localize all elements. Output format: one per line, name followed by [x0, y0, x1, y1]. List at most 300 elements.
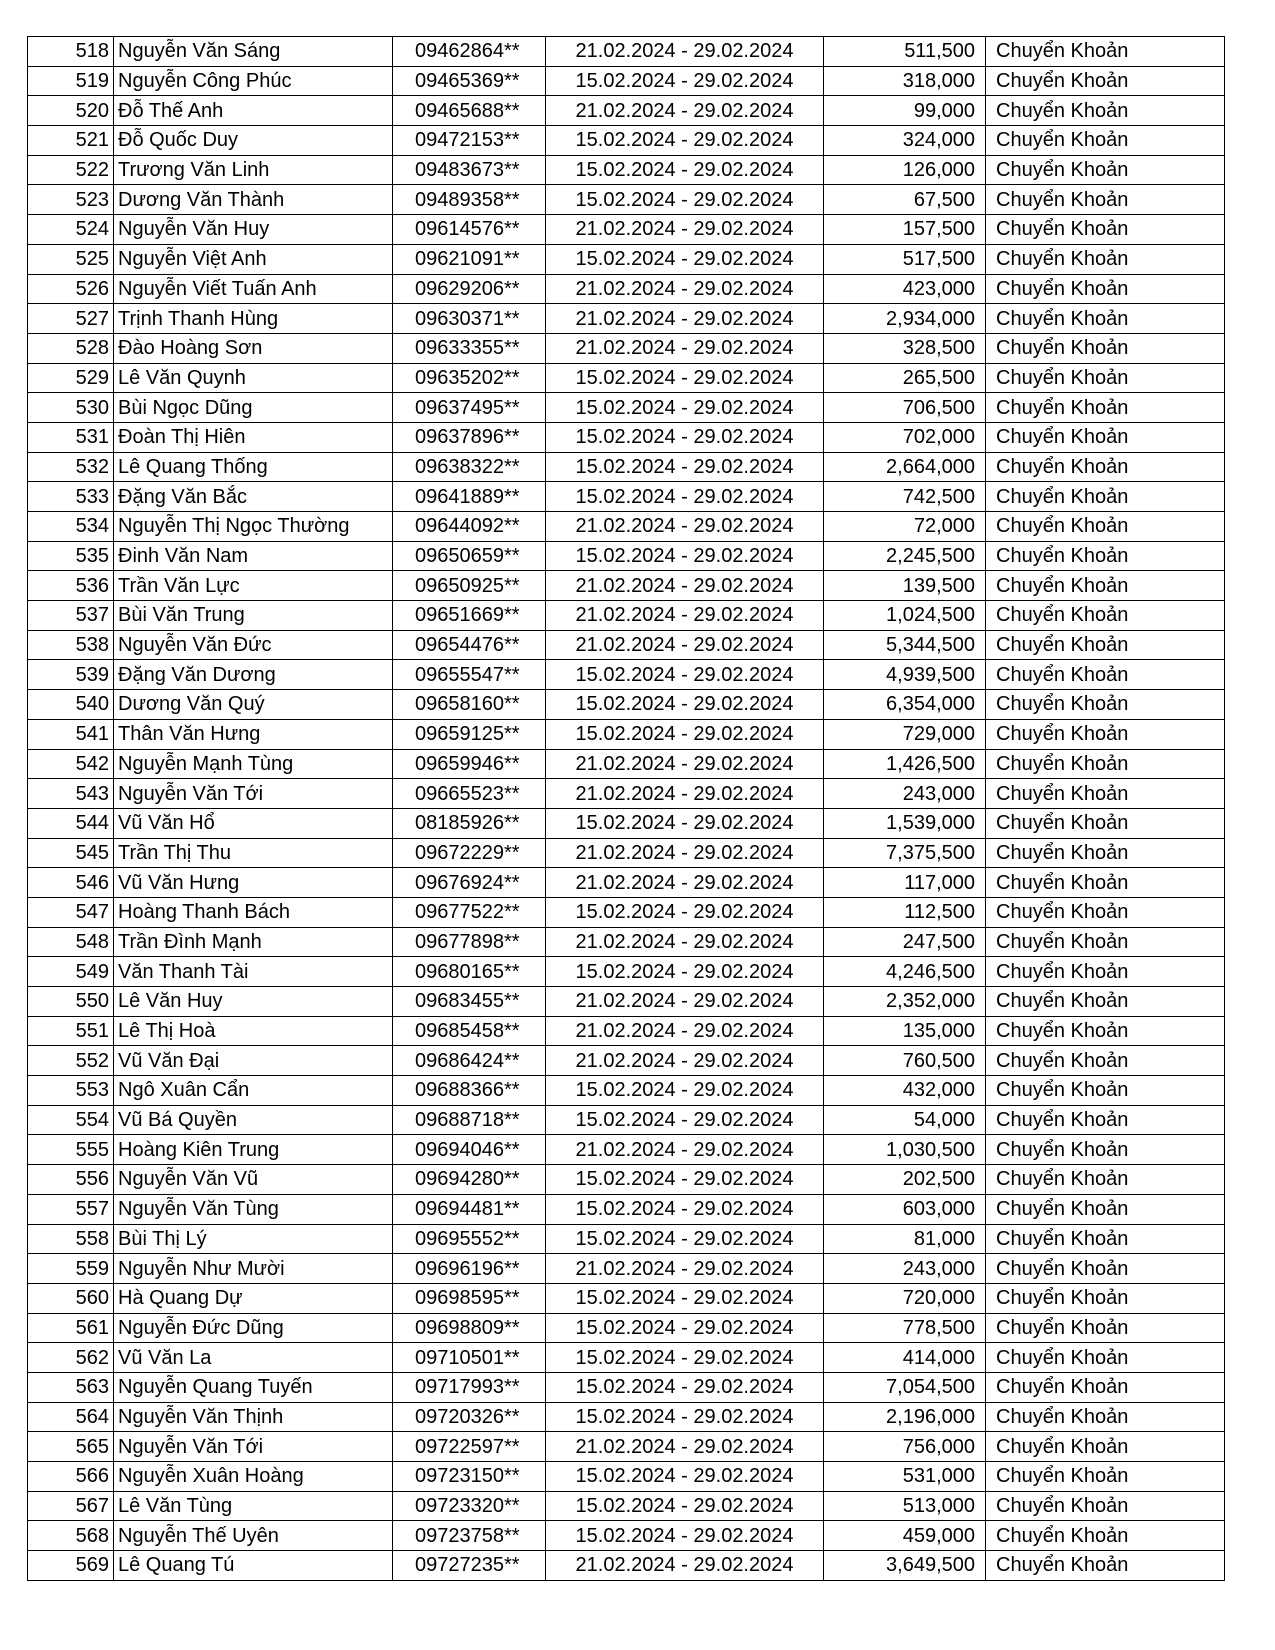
recipient-name: Hoàng Thanh Bách: [114, 897, 393, 927]
recipient-name: Thân Văn Hưng: [114, 719, 393, 749]
payment-method: Chuyển Khoản: [986, 868, 1225, 898]
payment-method: Chuyển Khoản: [986, 1076, 1225, 1106]
payment-method: Chuyển Khoản: [986, 927, 1225, 957]
payment-period: 15.02.2024 - 29.02.2024: [546, 66, 824, 96]
phone-number: 09676924**: [393, 868, 546, 898]
table-row: [28, 274, 1225, 304]
phone-number: 09694481**: [393, 1194, 546, 1224]
table-row: [28, 957, 1225, 987]
table-row: [28, 1224, 1225, 1254]
payment-period: 15.02.2024 - 29.02.2024: [546, 126, 824, 156]
row-number: 546: [28, 868, 114, 898]
table-row: [28, 1283, 1225, 1313]
payment-method: Chuyển Khoản: [986, 155, 1225, 185]
table-row: [28, 690, 1225, 720]
row-number: 557: [28, 1194, 114, 1224]
payment-method: Chuyển Khoản: [986, 897, 1225, 927]
recipient-name: Đào Hoàng Sơn: [114, 333, 393, 363]
payment-method: Chuyển Khoản: [986, 1283, 1225, 1313]
recipient-name: Nguyễn Văn Huy: [114, 215, 393, 245]
phone-number: 09672229**: [393, 838, 546, 868]
row-number: 520: [28, 96, 114, 126]
table-row: [28, 1432, 1225, 1462]
payment-period: 15.02.2024 - 29.02.2024: [546, 1076, 824, 1106]
payment-period: 21.02.2024 - 29.02.2024: [546, 274, 824, 304]
recipient-name: Vũ Văn La: [114, 1343, 393, 1373]
row-number: 537: [28, 601, 114, 631]
payment-period: 15.02.2024 - 29.02.2024: [546, 1372, 824, 1402]
row-number: 559: [28, 1254, 114, 1284]
recipient-name: Lê Văn Huy: [114, 987, 393, 1017]
payment-amount: 1,030,500: [824, 1135, 986, 1165]
payment-amount: 243,000: [824, 1254, 986, 1284]
payment-period: 15.02.2024 - 29.02.2024: [546, 660, 824, 690]
payment-period: 21.02.2024 - 29.02.2024: [546, 1551, 824, 1581]
row-number: 523: [28, 185, 114, 215]
recipient-name: Vũ Văn Hưng: [114, 868, 393, 898]
recipient-name: Nguyễn Văn Đức: [114, 630, 393, 660]
payment-table: [27, 36, 1225, 1581]
row-number: 568: [28, 1521, 114, 1551]
phone-number: 09614576**: [393, 215, 546, 245]
recipient-name: Trần Đình Mạnh: [114, 927, 393, 957]
payment-period: 15.02.2024 - 29.02.2024: [546, 1313, 824, 1343]
payment-period: 15.02.2024 - 29.02.2024: [546, 541, 824, 571]
payment-amount: 756,000: [824, 1432, 986, 1462]
row-number: 533: [28, 482, 114, 512]
payment-amount: 423,000: [824, 274, 986, 304]
payment-period: 21.02.2024 - 29.02.2024: [546, 630, 824, 660]
row-number: 538: [28, 630, 114, 660]
payment-period: 15.02.2024 - 29.02.2024: [546, 1343, 824, 1373]
payment-method: Chuyển Khoản: [986, 601, 1225, 631]
payment-amount: 720,000: [824, 1283, 986, 1313]
payment-method: Chuyển Khoản: [986, 274, 1225, 304]
recipient-name: Đặng Văn Bắc: [114, 482, 393, 512]
payment-method: Chuyển Khoản: [986, 630, 1225, 660]
payment-method: Chuyển Khoản: [986, 1105, 1225, 1135]
phone-number: 09472153**: [393, 126, 546, 156]
phone-number: 09651669**: [393, 601, 546, 631]
payment-period: 15.02.2024 - 29.02.2024: [546, 1462, 824, 1492]
row-number: 548: [28, 927, 114, 957]
payment-method: Chuyển Khoản: [986, 126, 1225, 156]
row-number: 555: [28, 1135, 114, 1165]
payment-method: Chuyển Khoản: [986, 452, 1225, 482]
recipient-name: Dương Văn Thành: [114, 185, 393, 215]
recipient-name: Trương Văn Linh: [114, 155, 393, 185]
phone-number: 09489358**: [393, 185, 546, 215]
payment-method: Chuyển Khoản: [986, 1402, 1225, 1432]
row-number: 534: [28, 512, 114, 542]
phone-number: 09723320**: [393, 1491, 546, 1521]
payment-period: 15.02.2024 - 29.02.2024: [546, 155, 824, 185]
row-number: 539: [28, 660, 114, 690]
row-number: 552: [28, 1046, 114, 1076]
recipient-name: Vũ Bá Quyền: [114, 1105, 393, 1135]
phone-number: 09698809**: [393, 1313, 546, 1343]
payment-period: 21.02.2024 - 29.02.2024: [546, 333, 824, 363]
table-row: [28, 1254, 1225, 1284]
table-row: [28, 1551, 1225, 1581]
phone-number: 09665523**: [393, 779, 546, 809]
payment-amount: 729,000: [824, 719, 986, 749]
phone-number: 09658160**: [393, 690, 546, 720]
table-row: [28, 571, 1225, 601]
row-number: 561: [28, 1313, 114, 1343]
payment-method: Chuyển Khoản: [986, 304, 1225, 334]
row-number: 536: [28, 571, 114, 601]
payment-period: 15.02.2024 - 29.02.2024: [546, 690, 824, 720]
recipient-name: Bùi Ngọc Dũng: [114, 393, 393, 423]
payment-amount: 3,649,500: [824, 1551, 986, 1581]
payment-method: Chuyển Khoản: [986, 541, 1225, 571]
row-number: 529: [28, 363, 114, 393]
table-row: [28, 541, 1225, 571]
payment-method: Chuyển Khoản: [986, 215, 1225, 245]
row-number: 540: [28, 690, 114, 720]
phone-number: 09720326**: [393, 1402, 546, 1432]
recipient-name: Lê Quang Tú: [114, 1551, 393, 1581]
payment-method: Chuyển Khoản: [986, 719, 1225, 749]
payment-method: Chuyển Khoản: [986, 1343, 1225, 1373]
payment-amount: 7,054,500: [824, 1372, 986, 1402]
phone-number: 09685458**: [393, 1016, 546, 1046]
table-row: [28, 1105, 1225, 1135]
table-row: [28, 897, 1225, 927]
recipient-name: Hà Quang Dự: [114, 1283, 393, 1313]
phone-number: 09659946**: [393, 749, 546, 779]
row-number: 519: [28, 66, 114, 96]
phone-number: 09638322**: [393, 452, 546, 482]
payment-amount: 328,500: [824, 333, 986, 363]
table-row: [28, 1046, 1225, 1076]
payment-amount: 117,000: [824, 868, 986, 898]
payment-period: 15.02.2024 - 29.02.2024: [546, 719, 824, 749]
row-number: 530: [28, 393, 114, 423]
recipient-name: Bùi Thị Lý: [114, 1224, 393, 1254]
table-row: [28, 37, 1225, 67]
payment-method: Chuyển Khoản: [986, 1432, 1225, 1462]
payment-method: Chuyển Khoản: [986, 1491, 1225, 1521]
table-row: [28, 304, 1225, 334]
payment-method: Chuyển Khoản: [986, 1462, 1225, 1492]
payment-amount: 778,500: [824, 1313, 986, 1343]
recipient-name: Nguyễn Văn Vũ: [114, 1165, 393, 1195]
row-number: 527: [28, 304, 114, 334]
payment-period: 21.02.2024 - 29.02.2024: [546, 512, 824, 542]
payment-method: Chuyển Khoản: [986, 1313, 1225, 1343]
recipient-name: Nguyễn Đức Dũng: [114, 1313, 393, 1343]
payment-period: 15.02.2024 - 29.02.2024: [546, 1105, 824, 1135]
table-row: [28, 1076, 1225, 1106]
phone-number: 09695552**: [393, 1224, 546, 1254]
table-row: [28, 987, 1225, 1017]
payment-amount: 4,246,500: [824, 957, 986, 987]
row-number: 560: [28, 1283, 114, 1313]
payment-period: 21.02.2024 - 29.02.2024: [546, 601, 824, 631]
payment-period: 21.02.2024 - 29.02.2024: [546, 749, 824, 779]
table-row: [28, 393, 1225, 423]
payment-amount: 54,000: [824, 1105, 986, 1135]
phone-number: 09723758**: [393, 1521, 546, 1551]
payment-amount: 702,000: [824, 422, 986, 452]
row-number: 521: [28, 126, 114, 156]
table-row: [28, 927, 1225, 957]
payment-method: Chuyển Khoản: [986, 690, 1225, 720]
payment-amount: 99,000: [824, 96, 986, 126]
payment-amount: 513,000: [824, 1491, 986, 1521]
payment-amount: 1,426,500: [824, 749, 986, 779]
recipient-name: Đặng Văn Dương: [114, 660, 393, 690]
phone-number: 09654476**: [393, 630, 546, 660]
phone-number: 09680165**: [393, 957, 546, 987]
phone-number: 09722597**: [393, 1432, 546, 1462]
payment-method: Chuyển Khoản: [986, 96, 1225, 126]
payment-amount: 414,000: [824, 1343, 986, 1373]
payment-method: Chuyển Khoản: [986, 363, 1225, 393]
payment-amount: 517,500: [824, 244, 986, 274]
payment-method: Chuyển Khoản: [986, 571, 1225, 601]
phone-number: 09694046**: [393, 1135, 546, 1165]
payment-amount: 603,000: [824, 1194, 986, 1224]
row-number: 562: [28, 1343, 114, 1373]
phone-number: 09621091**: [393, 244, 546, 274]
phone-number: 09650659**: [393, 541, 546, 571]
table-row: [28, 1313, 1225, 1343]
recipient-name: Lê Quang Thống: [114, 452, 393, 482]
payment-amount: 7,375,500: [824, 838, 986, 868]
payment-method: Chuyển Khoản: [986, 1135, 1225, 1165]
recipient-name: Nguyễn Văn Tùng: [114, 1194, 393, 1224]
recipient-name: Nguyễn Văn Tới: [114, 779, 393, 809]
payment-period: 21.02.2024 - 29.02.2024: [546, 96, 824, 126]
row-number: 544: [28, 808, 114, 838]
payment-method: Chuyển Khoản: [986, 1165, 1225, 1195]
recipient-name: Lê Thị Hoà: [114, 1016, 393, 1046]
table-row: [28, 96, 1225, 126]
payment-method: Chuyển Khoản: [986, 1016, 1225, 1046]
row-number: 525: [28, 244, 114, 274]
payment-period: 15.02.2024 - 29.02.2024: [546, 482, 824, 512]
payment-amount: 318,000: [824, 66, 986, 96]
payment-method: Chuyển Khoản: [986, 244, 1225, 274]
table-row: [28, 838, 1225, 868]
table-row: [28, 779, 1225, 809]
row-number: 565: [28, 1432, 114, 1462]
recipient-name: Nguyễn Công Phúc: [114, 66, 393, 96]
table-row: [28, 1194, 1225, 1224]
phone-number: 09633355**: [393, 333, 546, 363]
payment-method: Chuyển Khoản: [986, 1194, 1225, 1224]
phone-number: 09637495**: [393, 393, 546, 423]
payment-amount: 531,000: [824, 1462, 986, 1492]
recipient-name: Đỗ Thế Anh: [114, 96, 393, 126]
payment-method: Chuyển Khoản: [986, 1372, 1225, 1402]
table-row: [28, 1521, 1225, 1551]
phone-number: 09462864**: [393, 37, 546, 67]
payment-amount: 157,500: [824, 215, 986, 245]
row-number: 541: [28, 719, 114, 749]
payment-amount: 81,000: [824, 1224, 986, 1254]
payment-period: 15.02.2024 - 29.02.2024: [546, 244, 824, 274]
payment-method: Chuyển Khoản: [986, 333, 1225, 363]
row-number: 543: [28, 779, 114, 809]
payment-period: 15.02.2024 - 29.02.2024: [546, 363, 824, 393]
payment-period: 15.02.2024 - 29.02.2024: [546, 1224, 824, 1254]
row-number: 528: [28, 333, 114, 363]
payment-period: 21.02.2024 - 29.02.2024: [546, 1254, 824, 1284]
row-number: 569: [28, 1551, 114, 1581]
table-row: [28, 1462, 1225, 1492]
payment-method: Chuyển Khoản: [986, 957, 1225, 987]
phone-number: 09710501**: [393, 1343, 546, 1373]
table-row: [28, 66, 1225, 96]
recipient-name: Nguyễn Văn Tới: [114, 1432, 393, 1462]
table-body: [28, 37, 1225, 1581]
payment-amount: 2,352,000: [824, 987, 986, 1017]
phone-number: 09637896**: [393, 422, 546, 452]
payment-method: Chuyển Khoản: [986, 808, 1225, 838]
recipient-name: Nguyễn Thế Uyên: [114, 1521, 393, 1551]
table-row: [28, 1016, 1225, 1046]
payment-method: Chuyển Khoản: [986, 749, 1225, 779]
payment-amount: 1,539,000: [824, 808, 986, 838]
payment-period: 15.02.2024 - 29.02.2024: [546, 1491, 824, 1521]
phone-number: 09659125**: [393, 719, 546, 749]
payment-amount: 2,664,000: [824, 452, 986, 482]
payment-method: Chuyển Khoản: [986, 66, 1225, 96]
payment-amount: 202,500: [824, 1165, 986, 1195]
payment-method: Chuyển Khoản: [986, 422, 1225, 452]
recipient-name: Nguyễn Thị Ngọc Thường: [114, 512, 393, 542]
payment-period: 15.02.2024 - 29.02.2024: [546, 1283, 824, 1313]
table-row: [28, 363, 1225, 393]
payment-amount: 1,024,500: [824, 601, 986, 631]
recipient-name: Hoàng Kiên Trung: [114, 1135, 393, 1165]
recipient-name: Vũ Văn Hổ: [114, 808, 393, 838]
payment-amount: 706,500: [824, 393, 986, 423]
table-row: [28, 185, 1225, 215]
table-row: [28, 215, 1225, 245]
row-number: 550: [28, 987, 114, 1017]
payment-amount: 2,245,500: [824, 541, 986, 571]
payment-period: 21.02.2024 - 29.02.2024: [546, 304, 824, 334]
phone-number: 09465688**: [393, 96, 546, 126]
recipient-name: Nguyễn Như Mười: [114, 1254, 393, 1284]
table-row: [28, 1491, 1225, 1521]
phone-number: 09641889**: [393, 482, 546, 512]
row-number: 558: [28, 1224, 114, 1254]
recipient-name: Nguyễn Việt Anh: [114, 244, 393, 274]
row-number: 531: [28, 422, 114, 452]
payment-period: 21.02.2024 - 29.02.2024: [546, 868, 824, 898]
payment-amount: 247,500: [824, 927, 986, 957]
table-row: [28, 630, 1225, 660]
payment-period: 21.02.2024 - 29.02.2024: [546, 1432, 824, 1462]
row-number: 524: [28, 215, 114, 245]
phone-number: 09465369**: [393, 66, 546, 96]
payment-method: Chuyển Khoản: [986, 1046, 1225, 1076]
recipient-name: Trần Thị Thu: [114, 838, 393, 868]
recipient-name: Lê Văn Tùng: [114, 1491, 393, 1521]
payment-method: Chuyển Khoản: [986, 660, 1225, 690]
payment-amount: 126,000: [824, 155, 986, 185]
table-row: [28, 660, 1225, 690]
payment-amount: 135,000: [824, 1016, 986, 1046]
row-number: 554: [28, 1105, 114, 1135]
recipient-name: Vũ Văn Đại: [114, 1046, 393, 1076]
payment-method: Chuyển Khoản: [986, 1551, 1225, 1581]
table-row: [28, 1165, 1225, 1195]
recipient-name: Trần Văn Lực: [114, 571, 393, 601]
payment-period: 21.02.2024 - 29.02.2024: [546, 37, 824, 67]
payment-method: Chuyển Khoản: [986, 838, 1225, 868]
recipient-name: Ngô Xuân Cẩn: [114, 1076, 393, 1106]
payment-period: 15.02.2024 - 29.02.2024: [546, 957, 824, 987]
payment-amount: 2,934,000: [824, 304, 986, 334]
recipient-name: Lê Văn Quynh: [114, 363, 393, 393]
payment-amount: 6,354,000: [824, 690, 986, 720]
row-number: 563: [28, 1372, 114, 1402]
recipient-name: Đoàn Thị Hiên: [114, 422, 393, 452]
phone-number: 09698595**: [393, 1283, 546, 1313]
payment-amount: 5,344,500: [824, 630, 986, 660]
payment-amount: 139,500: [824, 571, 986, 601]
payment-period: 21.02.2024 - 29.02.2024: [546, 215, 824, 245]
recipient-name: Nguyễn Viết Tuấn Anh: [114, 274, 393, 304]
payment-amount: 4,939,500: [824, 660, 986, 690]
payment-period: 15.02.2024 - 29.02.2024: [546, 897, 824, 927]
table-row: [28, 1402, 1225, 1432]
table-row: [28, 749, 1225, 779]
phone-number: 09644092**: [393, 512, 546, 542]
row-number: 566: [28, 1462, 114, 1492]
row-number: 535: [28, 541, 114, 571]
phone-number: 09696196**: [393, 1254, 546, 1284]
phone-number: 09683455**: [393, 987, 546, 1017]
payment-amount: 432,000: [824, 1076, 986, 1106]
phone-number: 09483673**: [393, 155, 546, 185]
row-number: 547: [28, 897, 114, 927]
recipient-name: Nguyễn Quang Tuyến: [114, 1372, 393, 1402]
table-row: [28, 333, 1225, 363]
payment-period: 15.02.2024 - 29.02.2024: [546, 452, 824, 482]
payment-period: 15.02.2024 - 29.02.2024: [546, 393, 824, 423]
phone-number: 09635202**: [393, 363, 546, 393]
table-row: [28, 155, 1225, 185]
payment-amount: 67,500: [824, 185, 986, 215]
payment-amount: 742,500: [824, 482, 986, 512]
payment-method: Chuyển Khoản: [986, 393, 1225, 423]
row-number: 549: [28, 957, 114, 987]
phone-number: 09655547**: [393, 660, 546, 690]
phone-number: 09688718**: [393, 1105, 546, 1135]
payment-period: 15.02.2024 - 29.02.2024: [546, 808, 824, 838]
payment-amount: 243,000: [824, 779, 986, 809]
payment-method: Chuyển Khoản: [986, 1224, 1225, 1254]
recipient-name: Nguyễn Văn Sáng: [114, 37, 393, 67]
payment-period: 15.02.2024 - 29.02.2024: [546, 185, 824, 215]
recipient-name: Nguyễn Văn Thịnh: [114, 1402, 393, 1432]
payment-period: 15.02.2024 - 29.02.2024: [546, 1521, 824, 1551]
payment-period: 21.02.2024 - 29.02.2024: [546, 987, 824, 1017]
payment-method: Chuyển Khoản: [986, 37, 1225, 67]
table-row: [28, 422, 1225, 452]
phone-number: 09686424**: [393, 1046, 546, 1076]
phone-number: 08185926**: [393, 808, 546, 838]
phone-number: 09630371**: [393, 304, 546, 334]
